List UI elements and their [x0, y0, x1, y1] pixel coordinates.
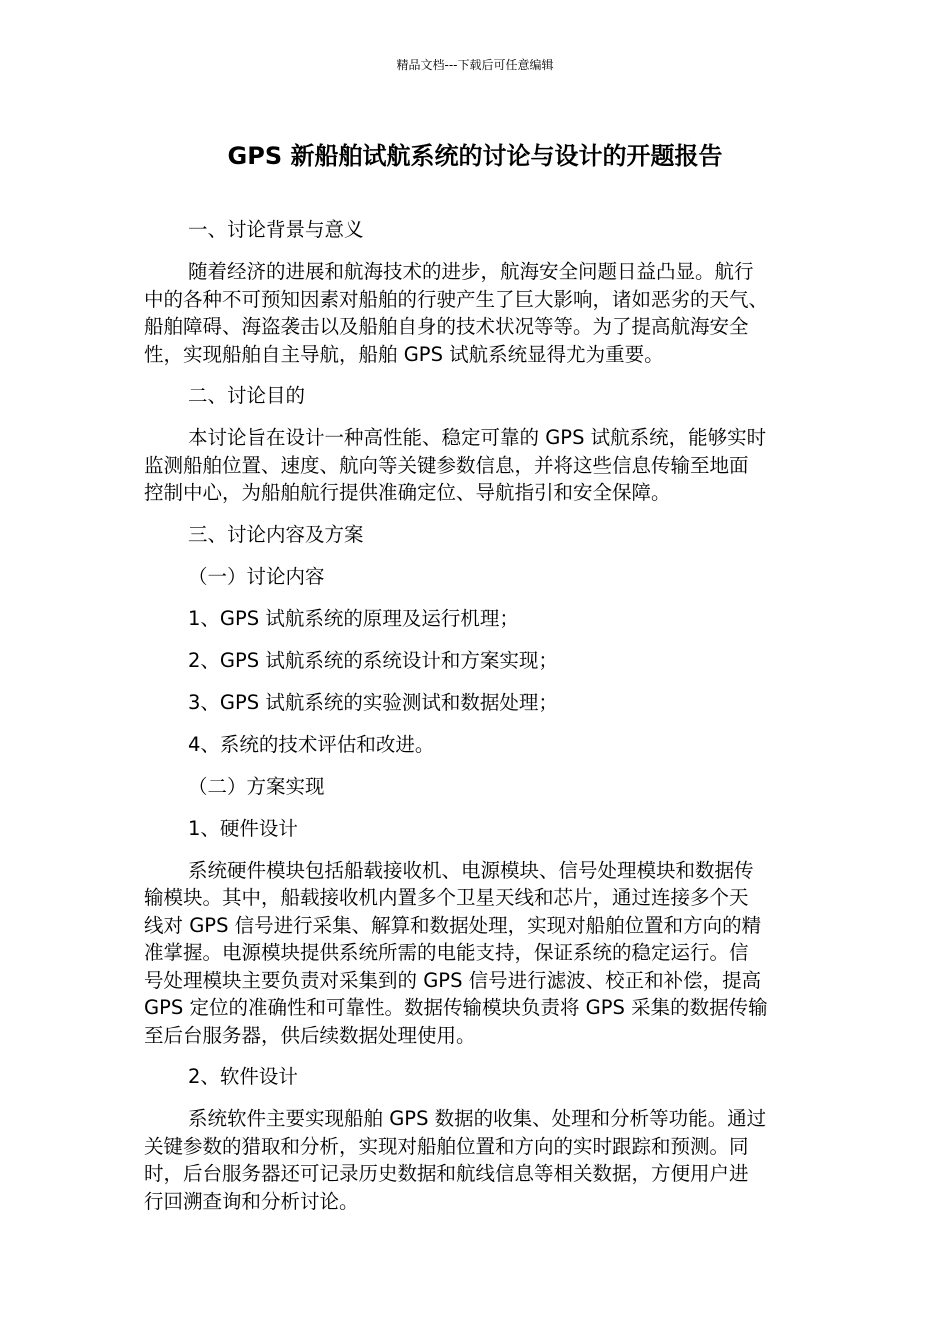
subsection-heading-content: （一）讨论内容 — [188, 564, 325, 588]
paragraph-line: 控制中心，为船舶航行提供准确定位、导航指引和安全保障。 — [144, 481, 671, 504]
paragraph-line: 号处理模块主要负责对采集到的 GPS 信号进行滤波、校正和补偿，提高 — [144, 968, 762, 992]
heading-software-design: 2、软件设计 — [188, 1065, 298, 1088]
paragraph-line: GPS 定位的准确性和可靠性。数据传输模块负责将 GPS 采集的数据传输 — [144, 996, 768, 1019]
heading-hardware-design: 1、硬件设计 — [188, 816, 298, 840]
subsection-heading-implementation: （二）方案实现 — [188, 774, 325, 798]
section-heading-content-plan: 三、讨论内容及方案 — [188, 522, 364, 546]
document-title: GPS 新船舶试航系统的讨论与设计的开题报告 — [227, 142, 723, 170]
paragraph-line: 准掌握。电源模块提供系统所需的电能支持，保证系统的稳定运行。信 — [144, 941, 749, 964]
paragraph-software — [144, 1105, 804, 1215]
paragraph-line: 性，实现船舶自主导航，船舶 GPS 试航系统显得尤为重要。 — [144, 342, 664, 366]
paragraph-line: 系统硬件模块包括船载接收机、电源模块、信号处理模块和数据传 — [188, 858, 754, 882]
paragraph-line: 行回溯查询和分析讨论。 — [144, 1189, 359, 1213]
list-item: 2、GPS 试航系统的系统设计和方案实现； — [188, 648, 558, 672]
paragraph-line: 至后台服务器，供后续数据处理使用。 — [144, 1023, 476, 1047]
paragraph-line: 系统软件主要实现船舶 GPS 数据的收集、处理和分析等功能。通过 — [188, 1107, 767, 1130]
list-item: 3、GPS 试航系统的实验测试和数据处理； — [188, 690, 558, 714]
paragraph-background — [144, 258, 804, 368]
paragraph-line: 关键参数的猎取和分析，实现对船舶位置和方向的实时跟踪和预测。同 — [144, 1134, 749, 1158]
paragraph-line: 时，后台服务器还可记录历史数据和航线信息等相关数据，方便用户进 — [144, 1162, 749, 1185]
document-body — [144, 216, 804, 1229]
paragraph-hardware — [144, 857, 804, 1050]
page-header: 精品文档---下载后可任意编辑 — [396, 58, 554, 72]
list-item: 4、系统的技术评估和改进。 — [188, 732, 435, 756]
paragraph-line: 本讨论旨在设计一种高性能、稳定可靠的 GPS 试航系统，能够实时 — [188, 426, 767, 449]
paragraph-line: 输模块。其中，船载接收机内置多个卫星天线和芯片，通过连接多个天 — [144, 886, 749, 909]
section-heading-purpose: 二、讨论目的 — [188, 384, 306, 407]
paragraph-line: 船舶障碍、海盗袭击以及船舶自身的技术状况等等。为了提高航海安全 — [144, 315, 749, 338]
paragraph-purpose — [144, 424, 804, 507]
paragraph-line: 监测船舶位置、速度、航向等关键参数信息，并将这些信息传输至地面 — [144, 453, 749, 477]
section-heading-background: 一、讨论背景与意义 — [188, 218, 364, 241]
paragraph-line: 线对 GPS 信号进行采集、解算和数据处理，实现对船舶位置和方向的精 — [144, 913, 762, 937]
paragraph-line: 随着经济的进展和航海技术的进步，航海安全问题日益凸显。航行 — [188, 260, 754, 283]
list-item: 1、GPS 试航系统的原理及运行机理； — [188, 606, 519, 630]
paragraph-line: 中的各种不可预知因素对船舶的行驶产生了巨大影响，诸如恶劣的天气、 — [144, 287, 769, 311]
